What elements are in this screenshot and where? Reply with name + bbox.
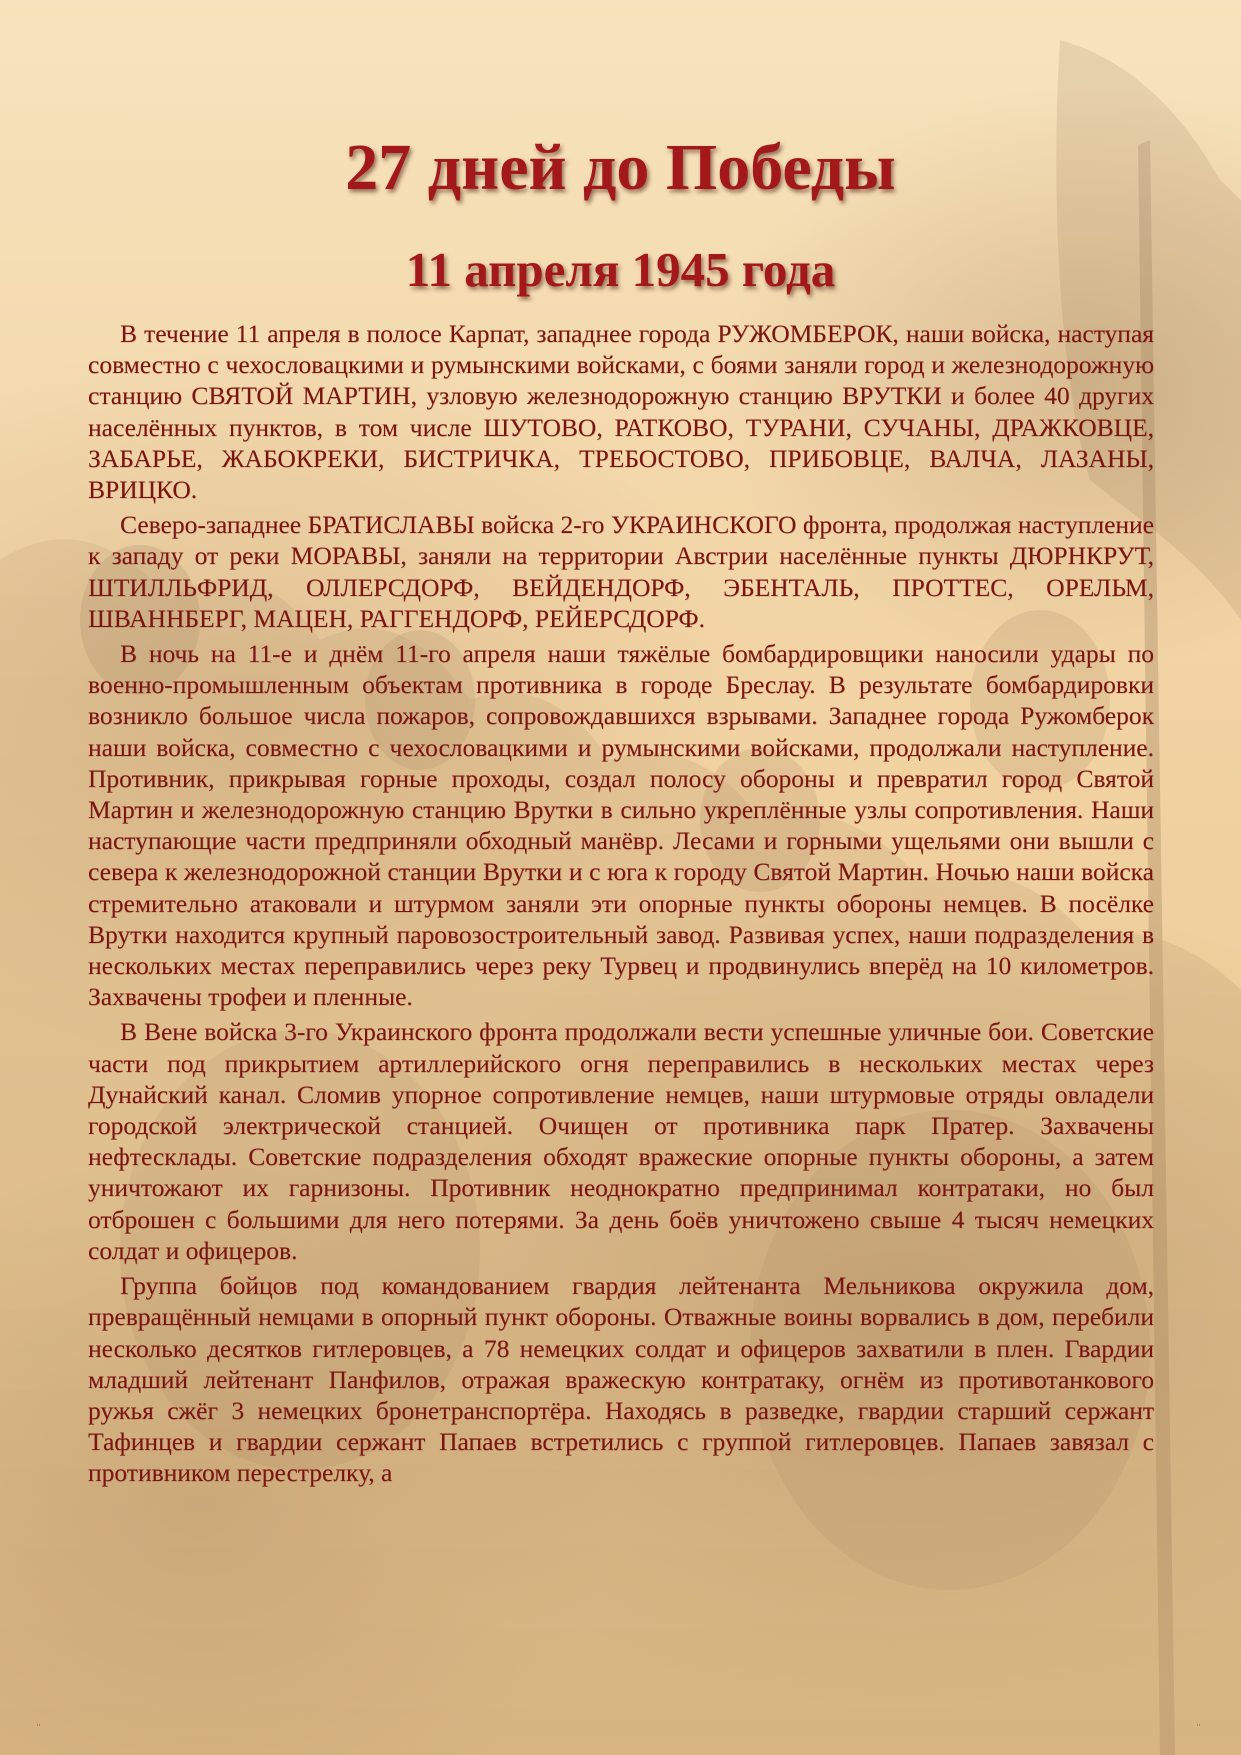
- paragraph: Северо-западнее БРАТИСЛАВЫ войска 2-го УКРАИНСКОГО фронта, продолжая наступление к западу от реки МОРАВЫ, заняли на территории Австрии населённые пункты ДЮРНКРУТ, ШТИЛЛЬФРИД, ОЛЛЕРСДОРФ, ВЕЙДЕНДОРФ, ЭБЕНТАЛЬ, ПРОТТЕС, ОРЕЛЬМ, ШВАННБЕРГ, МАЦЕН, РАГГЕНДОРФ, РЕЙЕРСДОРФ.: [88, 510, 1154, 633]
- paragraph: В течение 11 апреля в полосе Карпат, западнее города РУЖОМБЕРОК, наши войска, наступая совместно с чехословацкими и румынскими войсками, с боями заняли город и железнодорожную станцию СВЯТОЙ МАРТИН, узловую железнодорожную станцию ВРУТКИ и более 40 других населённых пунктов, в том числе ШУТОВО, РАТКОВО, ТУРАНИ, СУЧАНЫ, ДРАЖКОВЦЕ, ЗАБАРЬЕ, ЖАБОКРЕКИ, БИСТРИЧКА, ТРЕБОСТОВО, ПРИБОВЦЕ, ВАЛЧА, ЛАЗАНЫ, ВРИЦКО.: [88, 319, 1154, 505]
- page-title: 27 дней до Победы: [345, 131, 896, 204]
- footer-mark-left: ¨: [36, 1724, 41, 1735]
- paragraph: Группа бойцов под командованием гвардия лейтенанта Мельникова окружила дом, превращённый немцами в опорный пункт обороны. Отважные воины ворвались в дом, перебили несколько десятков гитлеровцев, а 78 немецких солдат и офицеров захватили в плен. Гвардии младший лейтенант Панфилов, отражая вражескую контратаку, огнём из противотанкового ружья сжёг 3 немецких бронетранспортёра. Находясь в разведке, гвардии старший сержант Тафинцев и гвардии сержант Папаев встретились с группой гитлеровцев. Папаев завязал с противником перестрелку, а: [88, 1271, 1154, 1488]
- article-body: [88, 318, 1154, 1493]
- paragraph: В Вене войска 3-го Украинского фронта продолжали вести успешные уличные бои. Советские части под прикрытием артиллерийского огня переправились в нескольких местах через Дунайский канал. Сломив упорное сопротивление немцев, наши штурмовые отряды овладели городской электрической станцией. Очищен от противника парк Пратер. Захвачены нефтесклады. Советские подразделения обходят вражеские опорные пункты обороны, а затем уничтожают их гарнизоны. Противник неоднократно предпринимал контратаки, но был отброшен с большими для него потерями. За день боёв уничтожено свыше 4 тысяч немецких солдат и офицеров.: [88, 1017, 1154, 1265]
- page-subtitle: 11 апреля 1945 года: [405, 242, 836, 297]
- footer-mark-right: ¨: [1196, 1724, 1201, 1735]
- paragraph: В ночь на 11-е и днём 11-го апреля наши тяжёлые бомбардировщики наносили удары по военно-промышленным объектам противника в городе Бреслау. В результате бомбардировки возникло большое числа пожаров, сопровождавшихся взрывами. Западнее города Ружомберок наши войска, совместно с чехословацкими и румынскими войсками, продолжали наступление. Противник, прикрывая горные проходы, создал полосу обороны и превратил город Святой Мартин и железнодорожную станцию Врутки в сильно укреплённые узлы сопротивления. Наши наступающие части предприняли обходный манёвр. Лесами и горными ущельями они вышли с севера к железнодорожной станции Врутки и с юга к городу Святой Мартин. Ночью наши войска стремительно атаковали и штурмом заняли эти опорные пункты обороны немцев. В посёлке Врутки находится крупный паровозостроительный завод. Развивая успех, наши подразделения в нескольких местах переправились через реку Турвец и продвинулись вперёд на 10 километров. Захвачены трофеи и пленные.: [88, 639, 1154, 1012]
